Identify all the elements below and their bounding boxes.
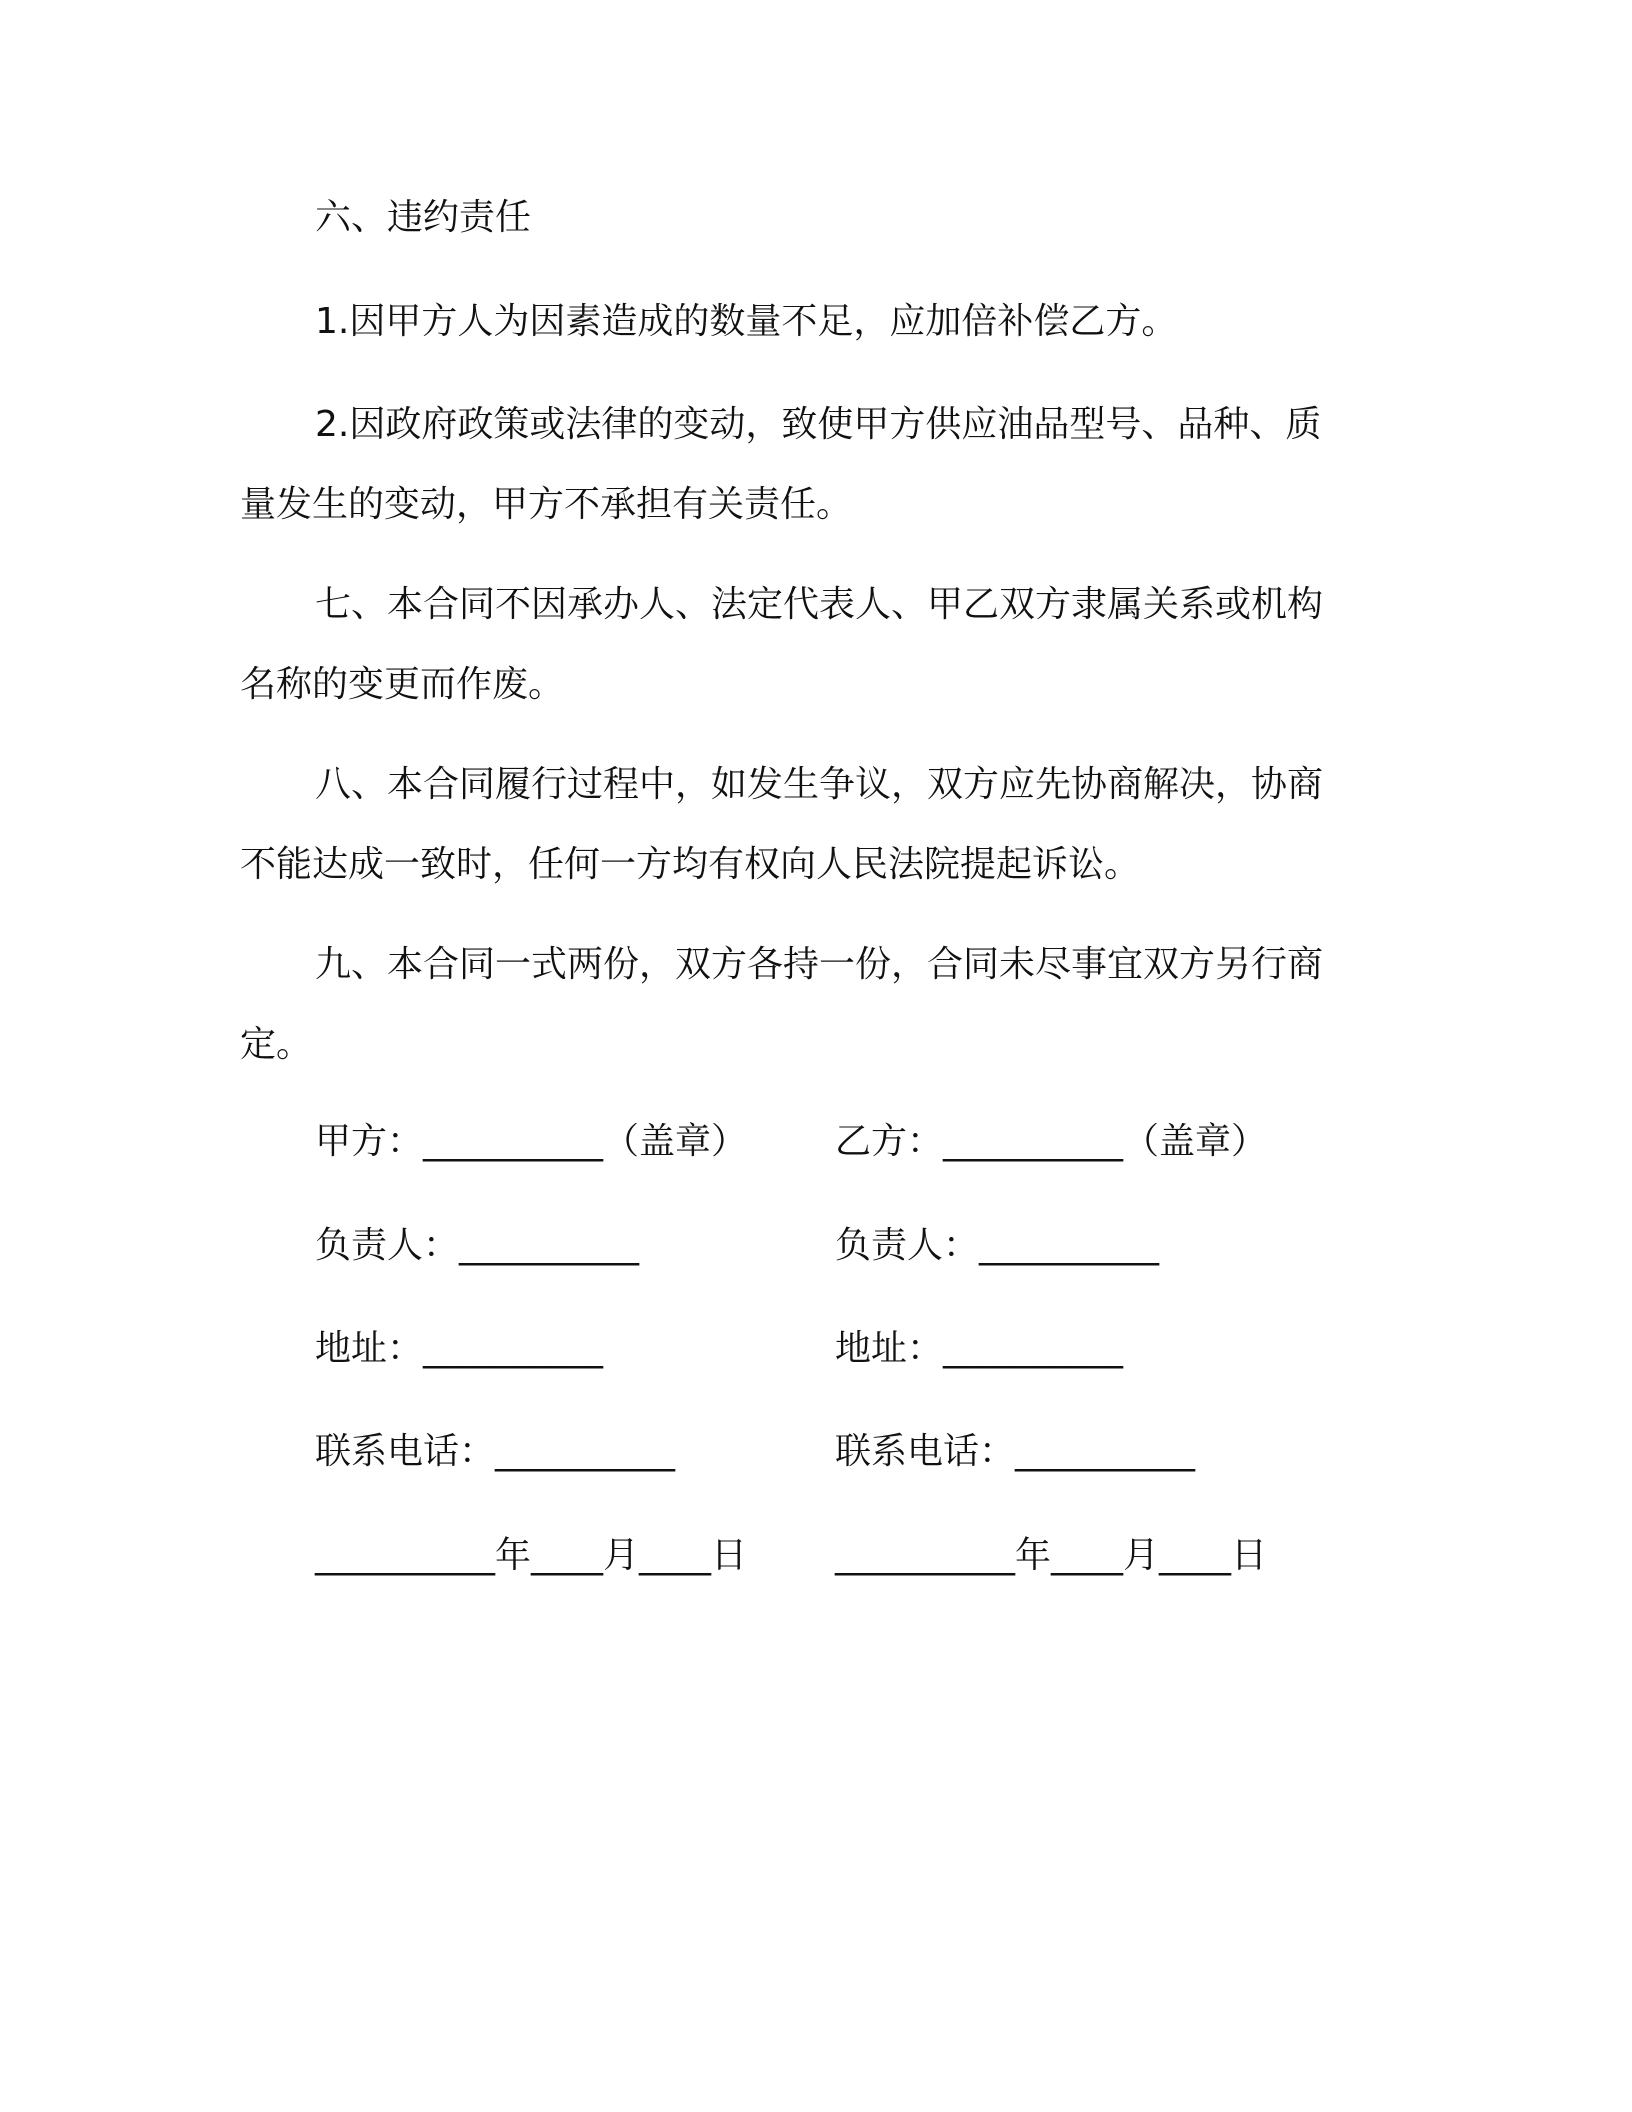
clause-eight: 八、本合同履行过程中，如发生争议，双方应先协商解决，协商不能达成一致时，任何一方均有权向人民法院提起诉讼。 [240,764,1324,885]
party-b-address-line: 地址：__________ [835,1328,1124,1369]
party-b-person-line: 负责人：__________ [835,1225,1160,1266]
party-a-person-line: 负责人：__________ [315,1225,640,1266]
party-b-date-line: __________年____月____日 [835,1535,1267,1576]
clause-nine: 九、本合同一式两份，双方各持一份，合同未尽事宜双方另行商定。 [240,944,1324,1065]
party-b-phone-line: 联系电话：__________ [835,1431,1196,1472]
party-b-line: 乙方：__________（盖章） [835,1121,1268,1162]
party-a-phone-line: 联系电话：__________ [315,1431,676,1472]
clause-six-item-2: 2.因政府政策或法律的变动，致使甲方供应油品型号、品种、质量发生的变动，甲方不承担有关责任。 [240,404,1322,525]
section-six-heading: 六、违约责任 [315,197,532,238]
party-a-address-line: 地址：__________ [315,1328,604,1369]
party-a-line: 甲方：__________（盖章） [315,1121,748,1162]
clause-seven: 七、本合同不因承办人、法定代表人、甲乙双方隶属关系或机构名称的变更而作废。 [240,584,1324,705]
party-a-date-line: __________年____月____日 [315,1535,747,1576]
clause-six-item-1: 1.因甲方人为因素造成的数量不足，应加倍补偿乙方。 [315,301,1178,342]
